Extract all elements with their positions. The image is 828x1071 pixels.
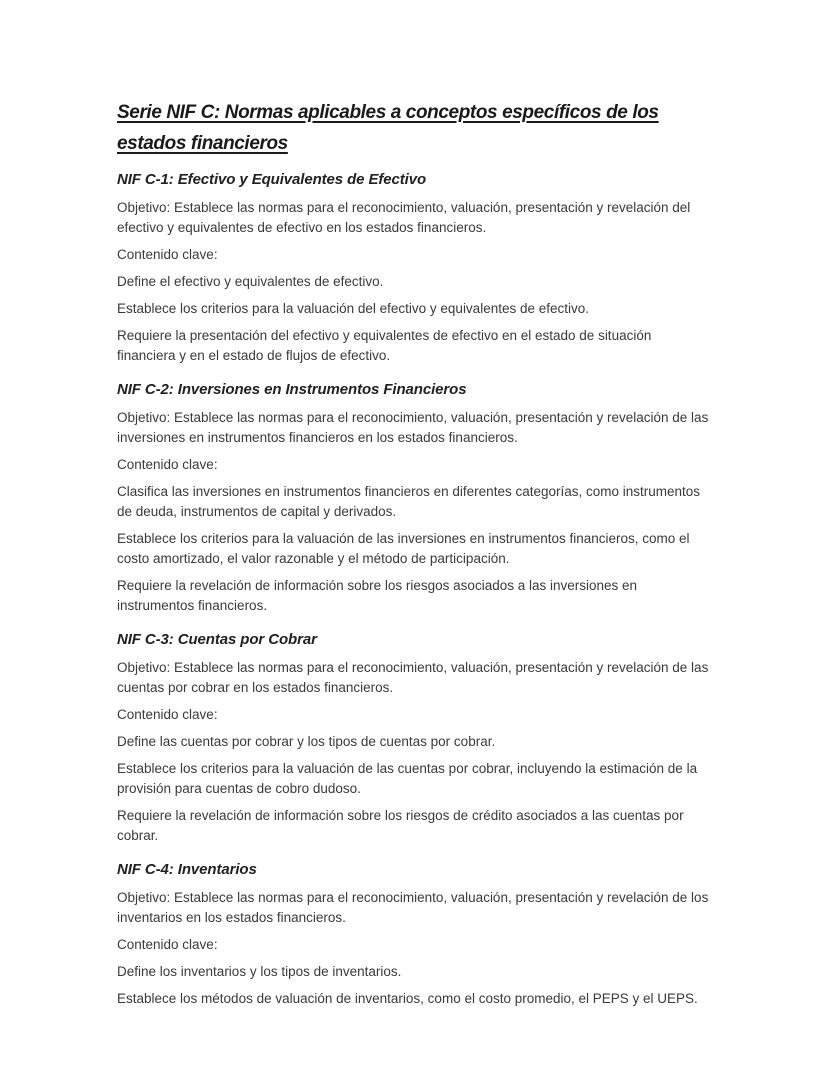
nif-section xyxy=(117,170,713,366)
paragraph: Objetivo: Establece las normas para el reconocimiento, valuación, presentación y revelación de los inventarios en los estados financieros. xyxy=(117,890,709,925)
section-heading: NIF C-1: Efectivo y Equivalentes de Efectivo xyxy=(117,171,427,188)
document-title-line-1: Serie NIF C: Normas aplicables a conceptos específicos de los xyxy=(117,102,659,123)
section-paragraphs xyxy=(117,888,713,1009)
nif-section xyxy=(117,860,713,1009)
paragraph: Establece los criterios para la valuación de las inversiones en instrumentos financieros, como el costo amortizado, el valor razonable y el método de participación. xyxy=(117,531,690,566)
paragraph: Requiere la revelación de información sobre los riesgos de crédito asociados a las cuentas por cobrar. xyxy=(117,808,684,843)
sections-container xyxy=(117,170,713,1009)
paragraph: Objetivo: Establece las normas para el reconocimiento, valuación, presentación y revelación del efectivo y equivalentes de efectivo en los estados financieros. xyxy=(117,200,691,235)
paragraph: Define las cuentas por cobrar y los tipos de cuentas por cobrar. xyxy=(117,734,496,749)
document-title xyxy=(117,97,713,159)
paragraph: Establece los criterios para la valuación de las cuentas por cobrar, incluyendo la estimación de la provisión para cuentas de cobro dudoso. xyxy=(117,761,698,796)
paragraph: Contenido clave: xyxy=(117,457,218,472)
section-heading: NIF C-4: Inventarios xyxy=(117,861,257,878)
paragraph: Contenido clave: xyxy=(117,247,218,262)
section-paragraphs xyxy=(117,658,713,846)
document-title-line-2: estados financieros xyxy=(117,133,288,154)
section-heading: NIF C-2: Inversiones en Instrumentos Financieros xyxy=(117,381,467,398)
section-paragraphs xyxy=(117,408,713,616)
document-content xyxy=(117,97,713,1016)
paragraph: Objetivo: Establece las normas para el reconocimiento, valuación, presentación y revelación de las inversiones en instrumentos financieros en los estados financieros. xyxy=(117,410,709,445)
paragraph: Requiere la presentación del efectivo y equivalentes de efectivo en el estado de situación financiera y en el estado de flujos de efectivo. xyxy=(117,328,652,363)
nif-section xyxy=(117,380,713,616)
section-paragraphs xyxy=(117,198,713,366)
paragraph: Clasifica las inversiones en instrumentos financieros en diferentes categorías, como instrumentos de deuda, instrumentos de capital y derivados. xyxy=(117,484,701,519)
paragraph: Contenido clave: xyxy=(117,937,218,952)
nif-section xyxy=(117,630,713,846)
paragraph: Define el efectivo y equivalentes de efectivo. xyxy=(117,274,384,289)
paragraph: Establece los métodos de valuación de inventarios, como el costo promedio, el PEPS y el UEPS. xyxy=(117,991,698,1006)
paragraph: Define los inventarios y los tipos de inventarios. xyxy=(117,964,402,979)
paragraph: Contenido clave: xyxy=(117,707,218,722)
paragraph: Requiere la revelación de información sobre los riesgos asociados a las inversiones en instrumentos financieros. xyxy=(117,578,638,613)
paragraph: Establece los criterios para la valuación del efectivo y equivalentes de efectivo. xyxy=(117,301,590,316)
section-heading: NIF C-3: Cuentas por Cobrar xyxy=(117,631,317,648)
paragraph: Objetivo: Establece las normas para el reconocimiento, valuación, presentación y revelación de las cuentas por cobrar en los estados financieros. xyxy=(117,660,709,695)
